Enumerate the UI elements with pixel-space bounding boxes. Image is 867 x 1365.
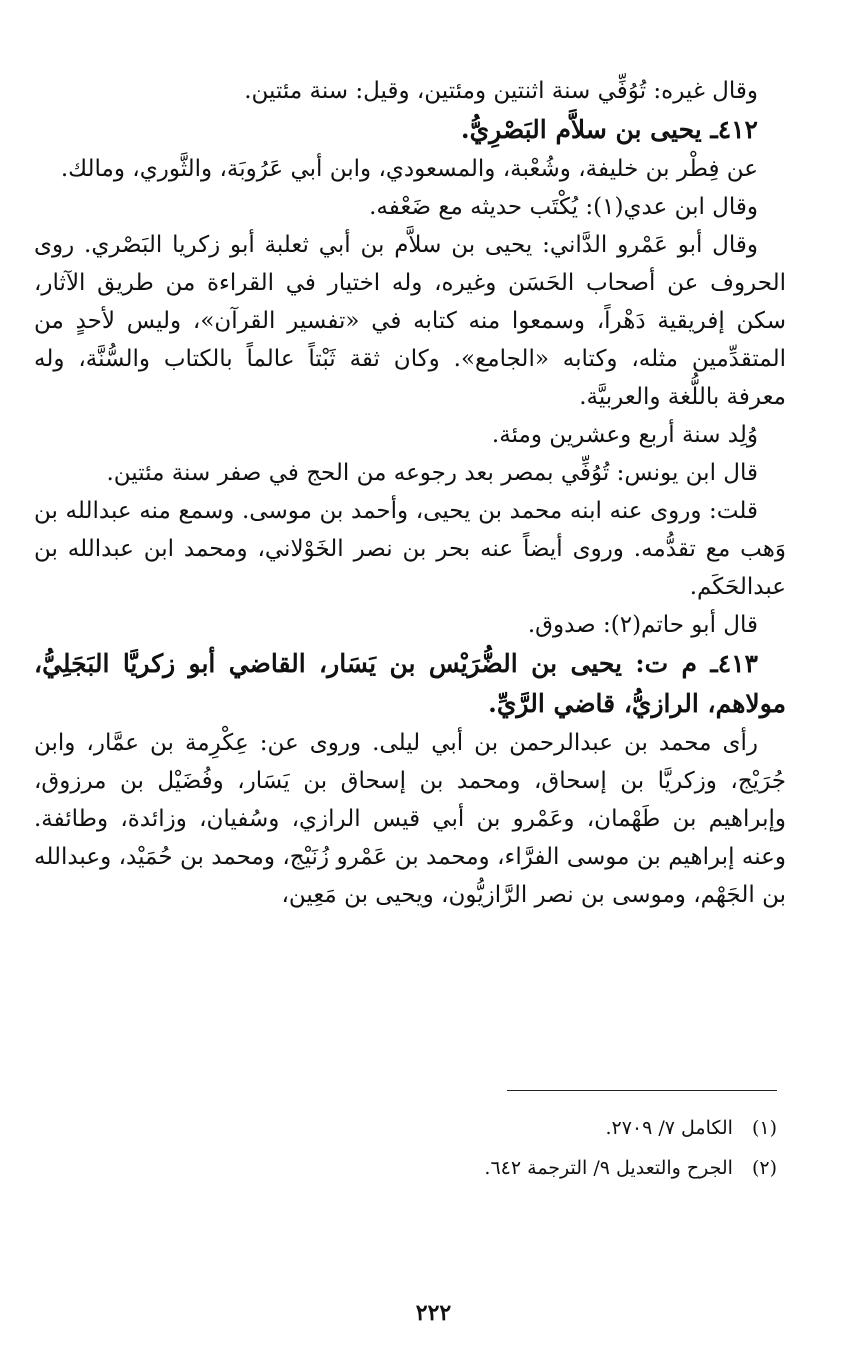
footnote-1-number: (١) [751,1117,777,1139]
entry-412-ibn-adi: وقال ابن عدي(١): يُكْتَب حديثه مع ضَعْفه. [369,194,758,220]
footnote-2-text: الجرح والتعديل ٩/ الترجمة ٦٤٢. [484,1157,733,1179]
footnote-separator [507,1090,777,1091]
entry-412-teachers: عن فِطْر بن خليفة، وشُعْبة، والمسعودي، وابن أبي عَرُوبَة، والثَّوري، ومالك. [60,156,758,182]
entry-412-birth: وُلِد سنة أربع وعشرين ومئة. [491,422,758,448]
entry-412-dani: وقال أبو عَمْرو الدَّاني: يحيى بن سلاَّم بن أبي ثعلبة أبو زكريا البَصْري. روى الحروف عن أصحاب الحَسَن وغيره، وله اختيار في القراءة من طريق الآثار، سكن إفريقية دَهْراً، وسمعوا منه كتابه في «تفسير القرآن»، وليس لأحدٍ من المتقدِّمين مثله، وكتابه «الجامع». وكان ثقة ثَبْتاً عالماً بالكتاب والسُّنَّة، وله معرفة باللُّغة والعربيَّة. [34,232,786,410]
page-body [34,72,786,914]
entry-413-heading: ٤١٣ـ م ت: يحيى بن الضُّرَيْس بن يَسَار، القاضي أبو زكريَّا البَجَلِيُّ، مولاهم، الرازيُّ، قاضي الرَّيِّ. [34,649,786,718]
entry-413-narrations: رأى محمد بن عبدالرحمن بن أبي ليلى. وروى عن: عِكْرِمة بن عمَّار، وابن جُرَيْج، وزكريَّا بن إسحاق، ومحمد بن إسحاق بن يَسَار، وفُضَيْل بن مرزوق، وإبراهيم بن طَهْمان، وعَمْرو بن أبي قيس الرازي، وسُفيان، وزائدة، وطائفة. وعنه إبراهيم بن موسى الفرَّاء، ومحمد بن عَمْرو زُنَيْج، ومحمد بن حُمَيْد، وعبدالله بن الجَهْم، وموسى بن نصر الرَّازيُّون، ويحيى بن مَعِين، [34,730,786,908]
footnote-2-number: (٢) [751,1157,777,1179]
footnote-1 [77,1108,777,1148]
entry-411-tail: وقال غيره: تُوُفِّي سنة اثنتين ومئتين، وقيل: سنة مئتين. [244,78,758,104]
entry-412-death: قال ابن يونس: تُوُفِّي بمصر بعد رجوعه من الحج في صفر سنة مئتين. [106,460,758,486]
page-number: ٢٢٢ [415,1300,452,1326]
entry-412-heading: ٤١٢ـ يحيى بن سلاَّم البَصْرِيُّ. [460,115,758,144]
footnote-2 [77,1148,777,1188]
footnote-1-text: الكامل ٧/ ٢٧٠٩. [605,1117,733,1139]
entry-412-abu-hatim: قال أبو حاتم(٢): صدوق. [527,612,758,638]
entry-412-narrators: قلت: وروى عنه ابنه محمد بن يحيى، وأحمد بن موسى. وسمع منه عبدالله بن وَهب مع تقدُّمه. وروى أيضاً عنه بحر بن نصر الخَوْلاني، ومحمد ابن عبدالله بن عبدالحَكَم. [34,498,786,600]
footnotes [77,1108,777,1188]
